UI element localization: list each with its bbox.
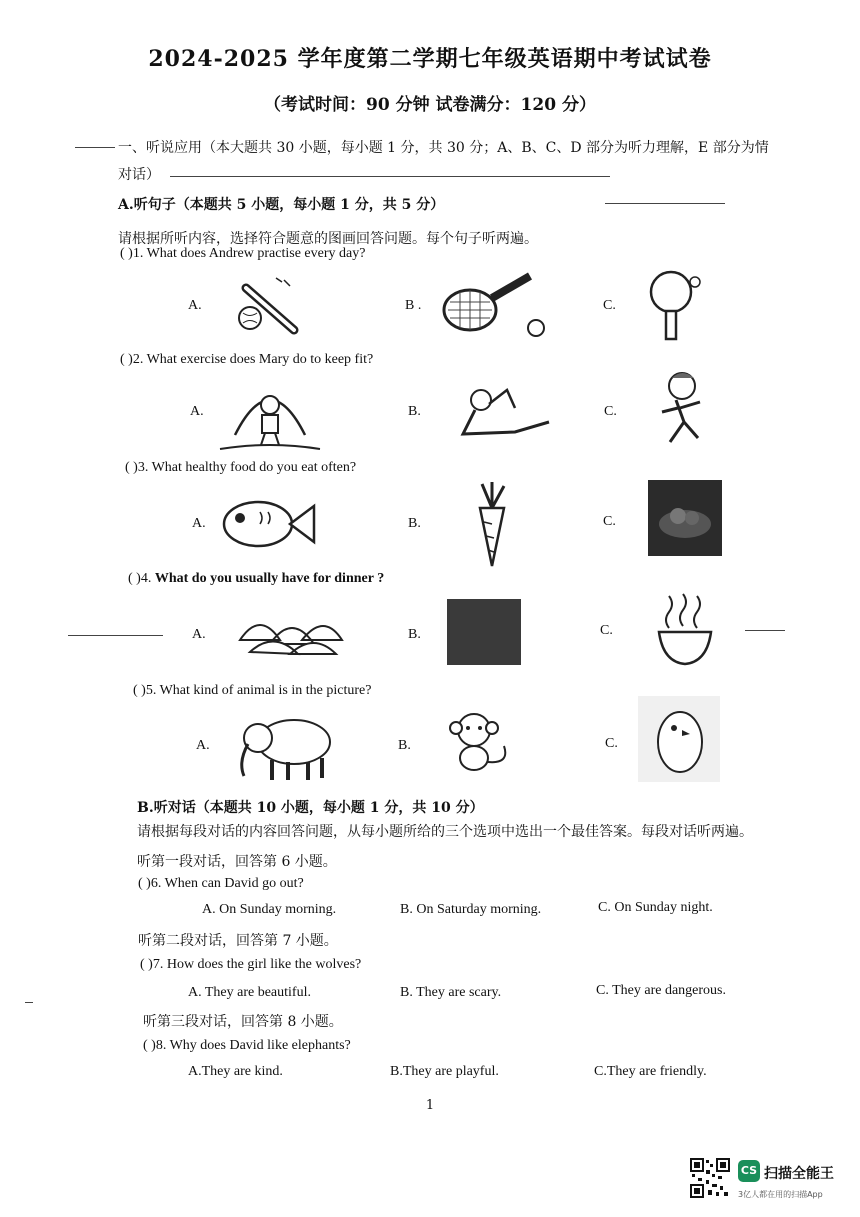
q2 (120, 352, 373, 368)
q4-prefix: ( )4. (128, 571, 152, 586)
q2-option-a[interactable]: A. (190, 404, 204, 419)
q6-option-c[interactable]: C. On Sunday night. (598, 900, 713, 915)
q6-text: When can David go out? (164, 876, 304, 891)
q5-option-a[interactable]: A. (196, 738, 210, 753)
q4-option-b[interactable]: B. (408, 627, 421, 642)
sectionB-heading: B.听对话（本题共 10 小题，每小题 1 分，共 10 分） (137, 800, 484, 816)
footer-note: 3亿人都在用的扫描App (738, 1190, 823, 1199)
part1-heading-cont: 对话） (118, 167, 160, 183)
q3-prefix: ( )3. (125, 460, 149, 475)
yoga-stretch-icon (455, 382, 555, 442)
q7-option-a[interactable]: A. They are beautiful. (188, 985, 311, 1000)
q8-option-c[interactable]: C.They are friendly. (594, 1064, 707, 1079)
qr-code-icon (690, 1158, 730, 1198)
q4 (128, 571, 384, 587)
q1-option-b[interactable]: B . (405, 298, 422, 313)
camscanner-logo: CS (738, 1160, 760, 1182)
q3-option-b[interactable]: B. (408, 516, 421, 531)
page-number: 1 (425, 1098, 435, 1113)
q7-prefix: ( )7. (140, 957, 164, 972)
part1-heading: 一、听说应用（本大题共 30 小题，每小题 1 分，共 30 分；A、B、C、D 部分为听力理解，E 部分为情 (118, 140, 769, 156)
q8-option-b[interactable]: B.They are playful. (390, 1064, 499, 1079)
sectionB-instruction: 请根据每段对话的内容回答问题，从每小题所给的三个选项中选出一个最佳答案。每段对话听两遍。 (137, 824, 753, 840)
vegetable-bowl-photo (648, 480, 722, 556)
q8 (143, 1038, 351, 1054)
fish-icon (218, 492, 318, 554)
baseball-bat-icon (228, 270, 308, 340)
sectionA-heading: A.听句子（本题共 5 小题，每小题 1 分，共 5 分） (118, 197, 445, 213)
scan-dash (25, 1002, 33, 1003)
dumplings-icon (230, 600, 350, 672)
dark-food-photo (447, 599, 521, 665)
q7-option-b[interactable]: B. They are scary. (400, 985, 502, 1000)
running-girl-icon (648, 368, 712, 450)
q4-text: What do you usually have for dinner ? (154, 571, 385, 586)
q7-option-c[interactable]: C. They are dangerous. (596, 983, 726, 998)
jump-rope-icon (215, 375, 325, 455)
footer-brand: 扫描全能王 (764, 1166, 834, 1182)
q8-text: Why does David like elephants? (169, 1038, 351, 1053)
q1-text: What does Andrew practise every day? (146, 246, 366, 261)
q6-option-a[interactable]: A. On Sunday morning. (202, 902, 337, 917)
q4-option-c[interactable]: C. (600, 623, 613, 638)
scan-dash (68, 635, 163, 636)
q2-option-c[interactable]: C. (604, 404, 617, 419)
q7-text: How does the girl like the wolves? (166, 957, 362, 972)
q1-option-a[interactable]: A. (188, 298, 202, 313)
q8-prefix: ( )8. (143, 1038, 167, 1053)
penguin-photo (638, 696, 720, 782)
noodle-bowl-icon (655, 592, 715, 668)
dialogue3-lead: 听第三段对话，回答第 8 小题。 (143, 1014, 343, 1030)
q5-option-c[interactable]: C. (605, 736, 618, 751)
carrot-icon (462, 480, 522, 570)
q2-text: What exercise does Mary do to keep fit? (146, 352, 374, 367)
scan-dash (605, 203, 725, 204)
q2-prefix: ( )2. (120, 352, 144, 367)
elephant-icon (232, 712, 338, 782)
tennis-racket-icon (440, 266, 550, 341)
q1-option-c[interactable]: C. (603, 298, 616, 313)
q3-option-c[interactable]: C. (603, 514, 616, 529)
q3-option-a[interactable]: A. (192, 516, 206, 531)
q7 (140, 957, 361, 973)
ping-pong-paddle-icon (645, 268, 705, 344)
q5-prefix: ( )5. (133, 683, 157, 698)
exam-title: 2024-2025 学年度第二学期七年级英语期中考试试卷 (148, 46, 712, 72)
dialogue1-lead: 听第一段对话，回答第 6 小题。 (137, 854, 337, 870)
q6-prefix: ( )6. (138, 876, 162, 891)
q3 (125, 460, 356, 476)
q1 (120, 246, 365, 262)
exam-subtitle: （考试时间：90 分钟 试卷满分：120 分） (264, 95, 596, 115)
q5 (133, 683, 371, 699)
q6 (138, 876, 304, 892)
scan-underline (170, 176, 610, 177)
q3-text: What healthy food do you eat often? (151, 460, 357, 475)
q2-option-b[interactable]: B. (408, 404, 421, 419)
q6-option-b[interactable]: B. On Saturday morning. (400, 902, 542, 917)
dialogue2-lead: 听第二段对话，回答第 7 小题。 (138, 933, 338, 949)
q8-option-a[interactable]: A.They are kind. (188, 1064, 283, 1079)
q4-option-a[interactable]: A. (192, 627, 206, 642)
q5-text: What kind of animal is in the picture? (159, 683, 372, 698)
q1-prefix: ( )1. (120, 246, 144, 261)
sectionA-instruction: 请根据所听内容，选择符合题意的图画回答问题。每个句子听两遍。 (118, 231, 538, 247)
q5-option-b[interactable]: B. (398, 738, 411, 753)
monkey-icon (440, 708, 514, 774)
scan-dash (745, 630, 785, 631)
scan-dash (75, 147, 115, 148)
